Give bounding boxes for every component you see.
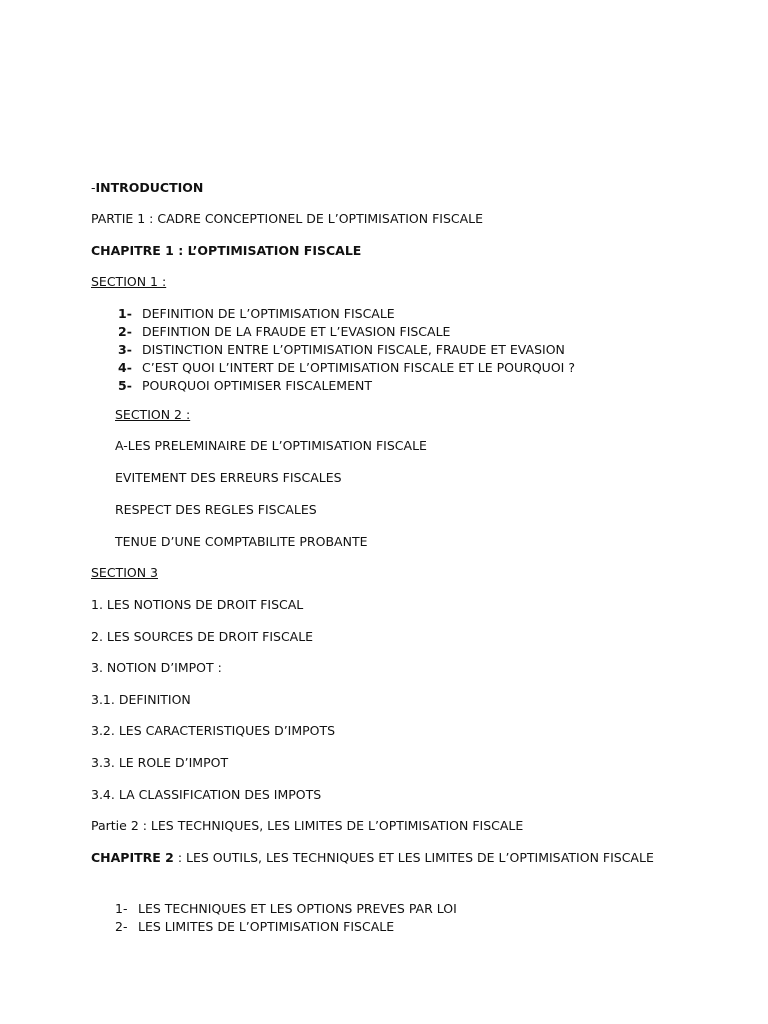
section-3-item-1: 1. LES NOTIONS DE DROIT FISCAL [91, 597, 304, 612]
intro-label: INTRODUCTION [95, 180, 204, 195]
list-item: 4- C’EST QUOI L’INTERT DE L’OPTIMISATION FISCALE ET LE POURQUOI ? [118, 360, 575, 375]
chapitre-2-label: CHAPITRE 2 [91, 850, 174, 865]
list-item: 3- DISTINCTION ENTRE L’OPTIMISATION FISCALE, FRAUDE ET EVASION [118, 342, 565, 357]
section-3-heading: SECTION 3 [91, 565, 158, 580]
list-item: 1- DEFINITION DE L’OPTIMISATION FISCALE [118, 306, 395, 321]
chapitre-1-heading: CHAPITRE 1 : L’OPTIMISATION FISCALE [91, 243, 362, 258]
section-2-item-c: RESPECT DES REGLES FISCALES [115, 502, 317, 517]
section-3-item-3-3: 3.3. LE ROLE D’IMPOT [91, 755, 229, 770]
partie-1-heading: PARTIE 1 : CADRE CONCEPTIONEL DE L’OPTIMISATION FISCALE [91, 211, 484, 226]
section-2-item-a: A-LES PRELEMINAIRE DE L’OPTIMISATION FISCALE [115, 438, 427, 453]
introduction-heading [91, 180, 203, 196]
section-3-item-2: 2. LES SOURCES DE DROIT FISCALE [91, 629, 314, 644]
section-2-item-b: EVITEMENT DES ERREURS FISCALES [115, 470, 342, 485]
section-2-heading: SECTION 2 : [115, 407, 191, 422]
section-3-item-3-1: 3.1. DEFINITION [91, 692, 191, 707]
chapitre-2-heading [91, 848, 661, 868]
intro-prefix: - [91, 180, 96, 195]
section-3-item-3-4: 3.4. LA CLASSIFICATION DES IMPOTS [91, 787, 322, 802]
chapitre-2-title: : LES OUTILS, LES TECHNIQUES ET LES LIMITES DE L’OPTIMISATION FISCALE [173, 850, 654, 865]
section-2-item-d: TENUE D’UNE COMPTABILITE PROBANTE [115, 534, 368, 549]
list-item: 2- LES LIMITES DE L’OPTIMISATION FISCALE [115, 919, 395, 934]
chapitre-2-list [115, 900, 457, 936]
section-3-item-3-2: 3.2. LES CARACTERISTIQUES D’IMPOTS [91, 723, 336, 738]
section-3-item-3: 3. NOTION D’IMPOT : [91, 660, 222, 675]
partie-2-heading: Partie 2 : LES TECHNIQUES, LES LIMITES DE L’OPTIMISATION FISCALE [91, 818, 524, 833]
list-item: 1- LES TECHNIQUES ET LES OPTIONS PREVES PAR LOI [115, 901, 457, 916]
list-item: 5- POURQUOI OPTIMISER FISCALEMENT [118, 378, 372, 393]
section-1-heading: SECTION 1 : [91, 274, 167, 289]
section-1-list [118, 305, 575, 395]
list-item: 2- DEFINTION DE LA FRAUDE ET L’EVASION FISCALE [118, 324, 451, 339]
